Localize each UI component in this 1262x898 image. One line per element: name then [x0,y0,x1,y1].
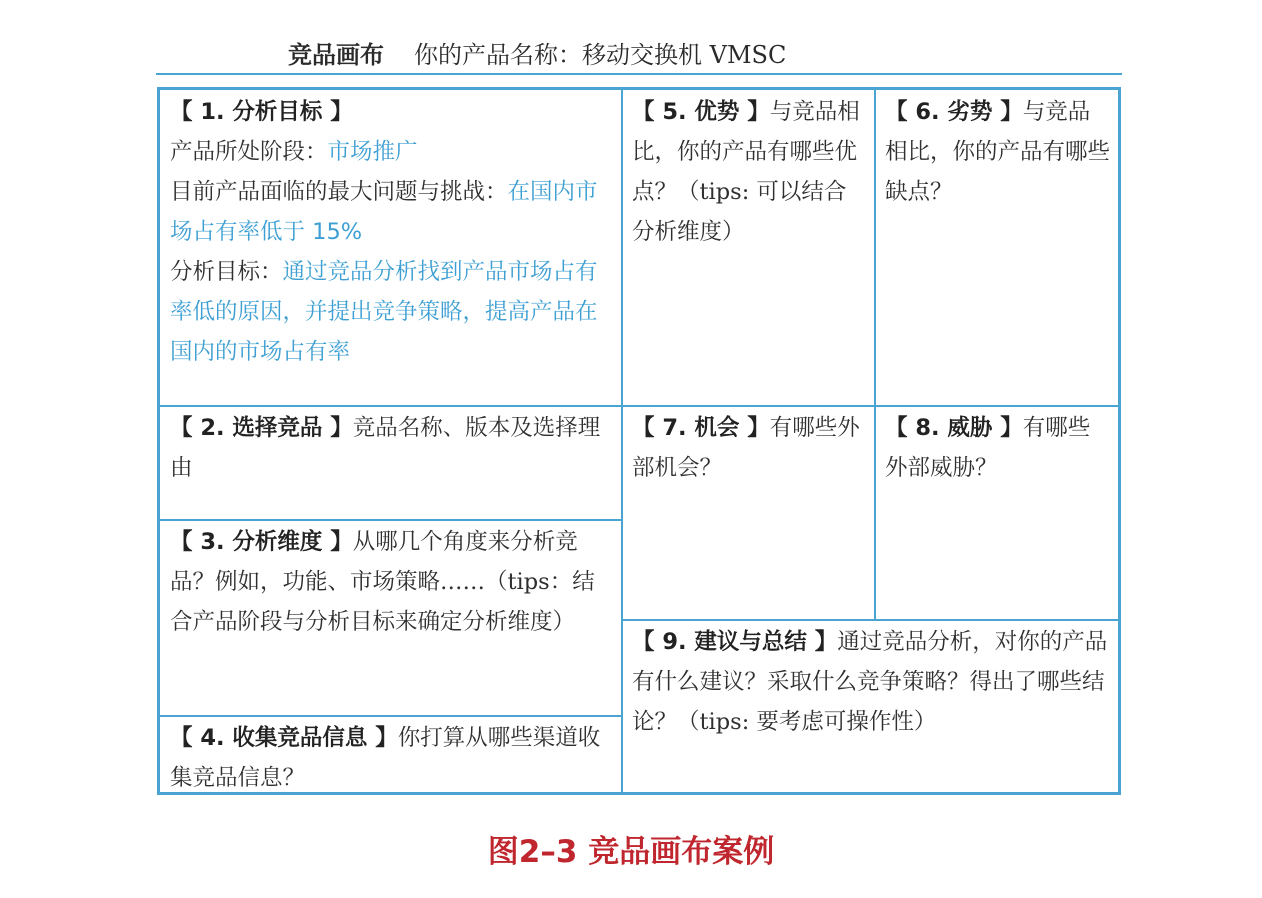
competitor-canvas-grid [157,87,1121,795]
cell-select-competitors [159,405,623,521]
cell-strengths [621,89,876,407]
cell-label: 【 3. 分析维度 】 [170,529,353,555]
cell-label: 【 5. 优势 】 [632,99,770,125]
cell-description: 有哪些外部威胁？ [885,415,1091,481]
cell-opportunities [621,405,876,621]
goal-value: 通过竞品分析找到产品市场占有率低的原因，并提出竞争策略，提高产品在国内的市场占有率 [170,259,598,365]
cell-collect-info [159,715,623,793]
cell-analysis-dimensions [159,519,623,717]
problem-label: 目前产品面临的最大问题与挑战： [170,179,508,205]
cell-description: 与竞品相比，你的产品有哪些缺点？ [885,99,1111,205]
stage-label: 产品所处阶段： [170,139,328,165]
product-name-label: 你的产品名称： [414,40,582,69]
cell-description: 有哪些外部机会？ [632,415,860,481]
cell-threats [874,405,1119,621]
figure-caption: 图2–3 竞品画布案例 [487,834,775,870]
problem-value: 在国内市场占有率低于 15% [170,179,598,245]
cell-label: 【 1. 分析目标 】 [170,99,353,125]
cell-label: 【 7. 机会 】 [632,415,770,441]
cell-description: 与竞品相比，你的产品有哪些优点？（tips: 可以结合分析维度） [632,99,860,245]
goal-label: 分析目标： [170,259,283,285]
cell-description: 从哪几个角度来分析竞品？例如，功能、市场策略……（tips：结合产品阶段与分析目标来确定分析维度） [170,529,595,635]
header-divider [156,73,1122,75]
cell-label: 【 4. 收集竞品信息 】 [170,725,398,751]
cell-description: 竞品名称、版本及选择理由 [170,415,601,481]
cell-description: 你打算从哪些渠道收集竞品信息？ [170,725,601,791]
canvas-header [288,30,786,74]
cell-label: 【 9. 建议与总结 】 [632,629,838,655]
cell-weaknesses [874,89,1119,407]
product-name-value: 移动交换机 VMSC [582,40,787,69]
canvas-title: 竞品画布 [288,40,384,69]
cell-suggestions-summary [621,619,1119,793]
cell-label: 【 2. 选择竞品 】 [170,415,353,441]
cell-description: 通过竞品分析，对你的产品有什么建议？采取什么竞争策略？得出了哪些结论？（tips: 要考虑可操作性） [632,629,1108,735]
cell-analysis-goal [159,89,623,407]
cell-label: 【 6. 劣势 】 [885,99,1023,125]
stage-value: 市场推广 [327,139,418,165]
cell-label: 【 8. 威胁 】 [885,415,1023,441]
